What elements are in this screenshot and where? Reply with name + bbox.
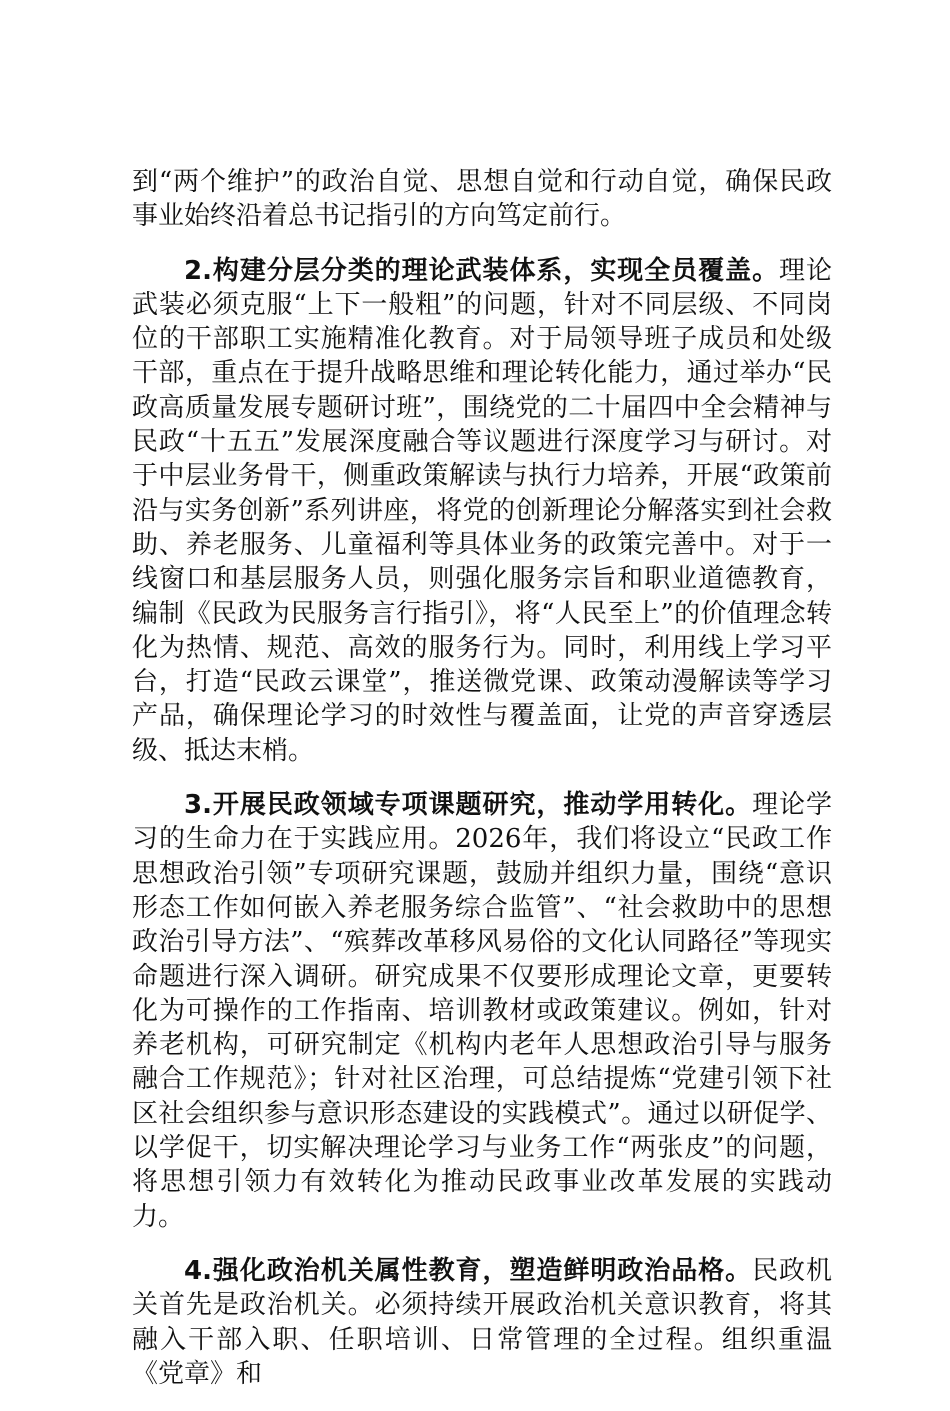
paragraph-body: 理论学习的生命力在于实践应用。2026年，我们将设立“民政工作思想政治引领”专项研究课题，鼓励并组织力量，围绕“意识形态工作如何嵌入养老服务综合监管”、“社会救助中的思想政治引导方法”、“殡葬改革移风易俗的文化认同路径”等现实命题进行深入调研。研究成果不仅要形成理论文章，更要转化为可操作的工作指南、培训教材或政策建议。例如，针对养老机构，可研究制定《机构内老年人思想政治引导与服务融合工作规范》；针对社区治理，可总结提炼“党建引领下社区社会组织参与意识形态建设的实践模式”。通过以研促学、以学促干，切实解决理论学习与业务工作“两张皮”的问题，将思想引领力有效转化为推动民政事业改革发展的实践动力。: [132, 790, 832, 1232]
paragraph-continuation: [132, 165, 832, 234]
paragraph-heading: 2.构建分层分类的理论武装体系，实现全员覆盖。: [184, 255, 780, 286]
paragraph-heading: 4.强化政治机关属性教育，塑造鲜明政治品格。: [184, 1255, 753, 1286]
paragraph-heading: 3.开展民政领域专项课题研究，推动学用转化。: [184, 790, 753, 821]
paragraph-2: [132, 254, 832, 768]
document-page: [132, 165, 832, 1411]
paragraph-body: 理论武装必须克服“上下一般粗”的问题，针对不同层级、不同岗位的干部职工实施精准化教育。对于局领导班子成员和处级干部，重点在于提升战略思维和理论转化能力，通过举办“民政高质量发展专题研讨班”，围绕党的二十届四中全会精神与民政“十五五”发展深度融合等议题进行深度学习与研讨。对于中层业务骨干，侧重政策解读与执行力培养，开展“政策前沿与实务创新”系列讲座，将党的创新理论分解落实到社会救助、养老服务、儿童福利等具体业务的政策完善中。对于一线窗口和基层服务人员，则强化服务宗旨和职业道德教育，编制《民政为民服务言行指引》，将“人民至上”的价值理念转化为热情、规范、高效的服务行为。同时，利用线上学习平台，打造“民政云课堂”，推送微党课、政策动漫解读等学习产品，确保理论学习的时效性与覆盖面，让党的声音穿透层级、抵达末梢。: [132, 255, 832, 766]
paragraph-body: 民政机关首先是政治机关。必须持续开展政治机关意识教育，将其融入干部入职、任职培训、日常管理的全过程。组织重温《党章》和: [132, 1255, 832, 1389]
paragraph-body: 到“两个维护”的政治自觉、思想自觉和行动自觉，确保民政事业始终沿着总书记指引的方向笃定前行。: [132, 167, 832, 232]
paragraph-4: [132, 1254, 832, 1391]
paragraph-3: [132, 788, 832, 1234]
